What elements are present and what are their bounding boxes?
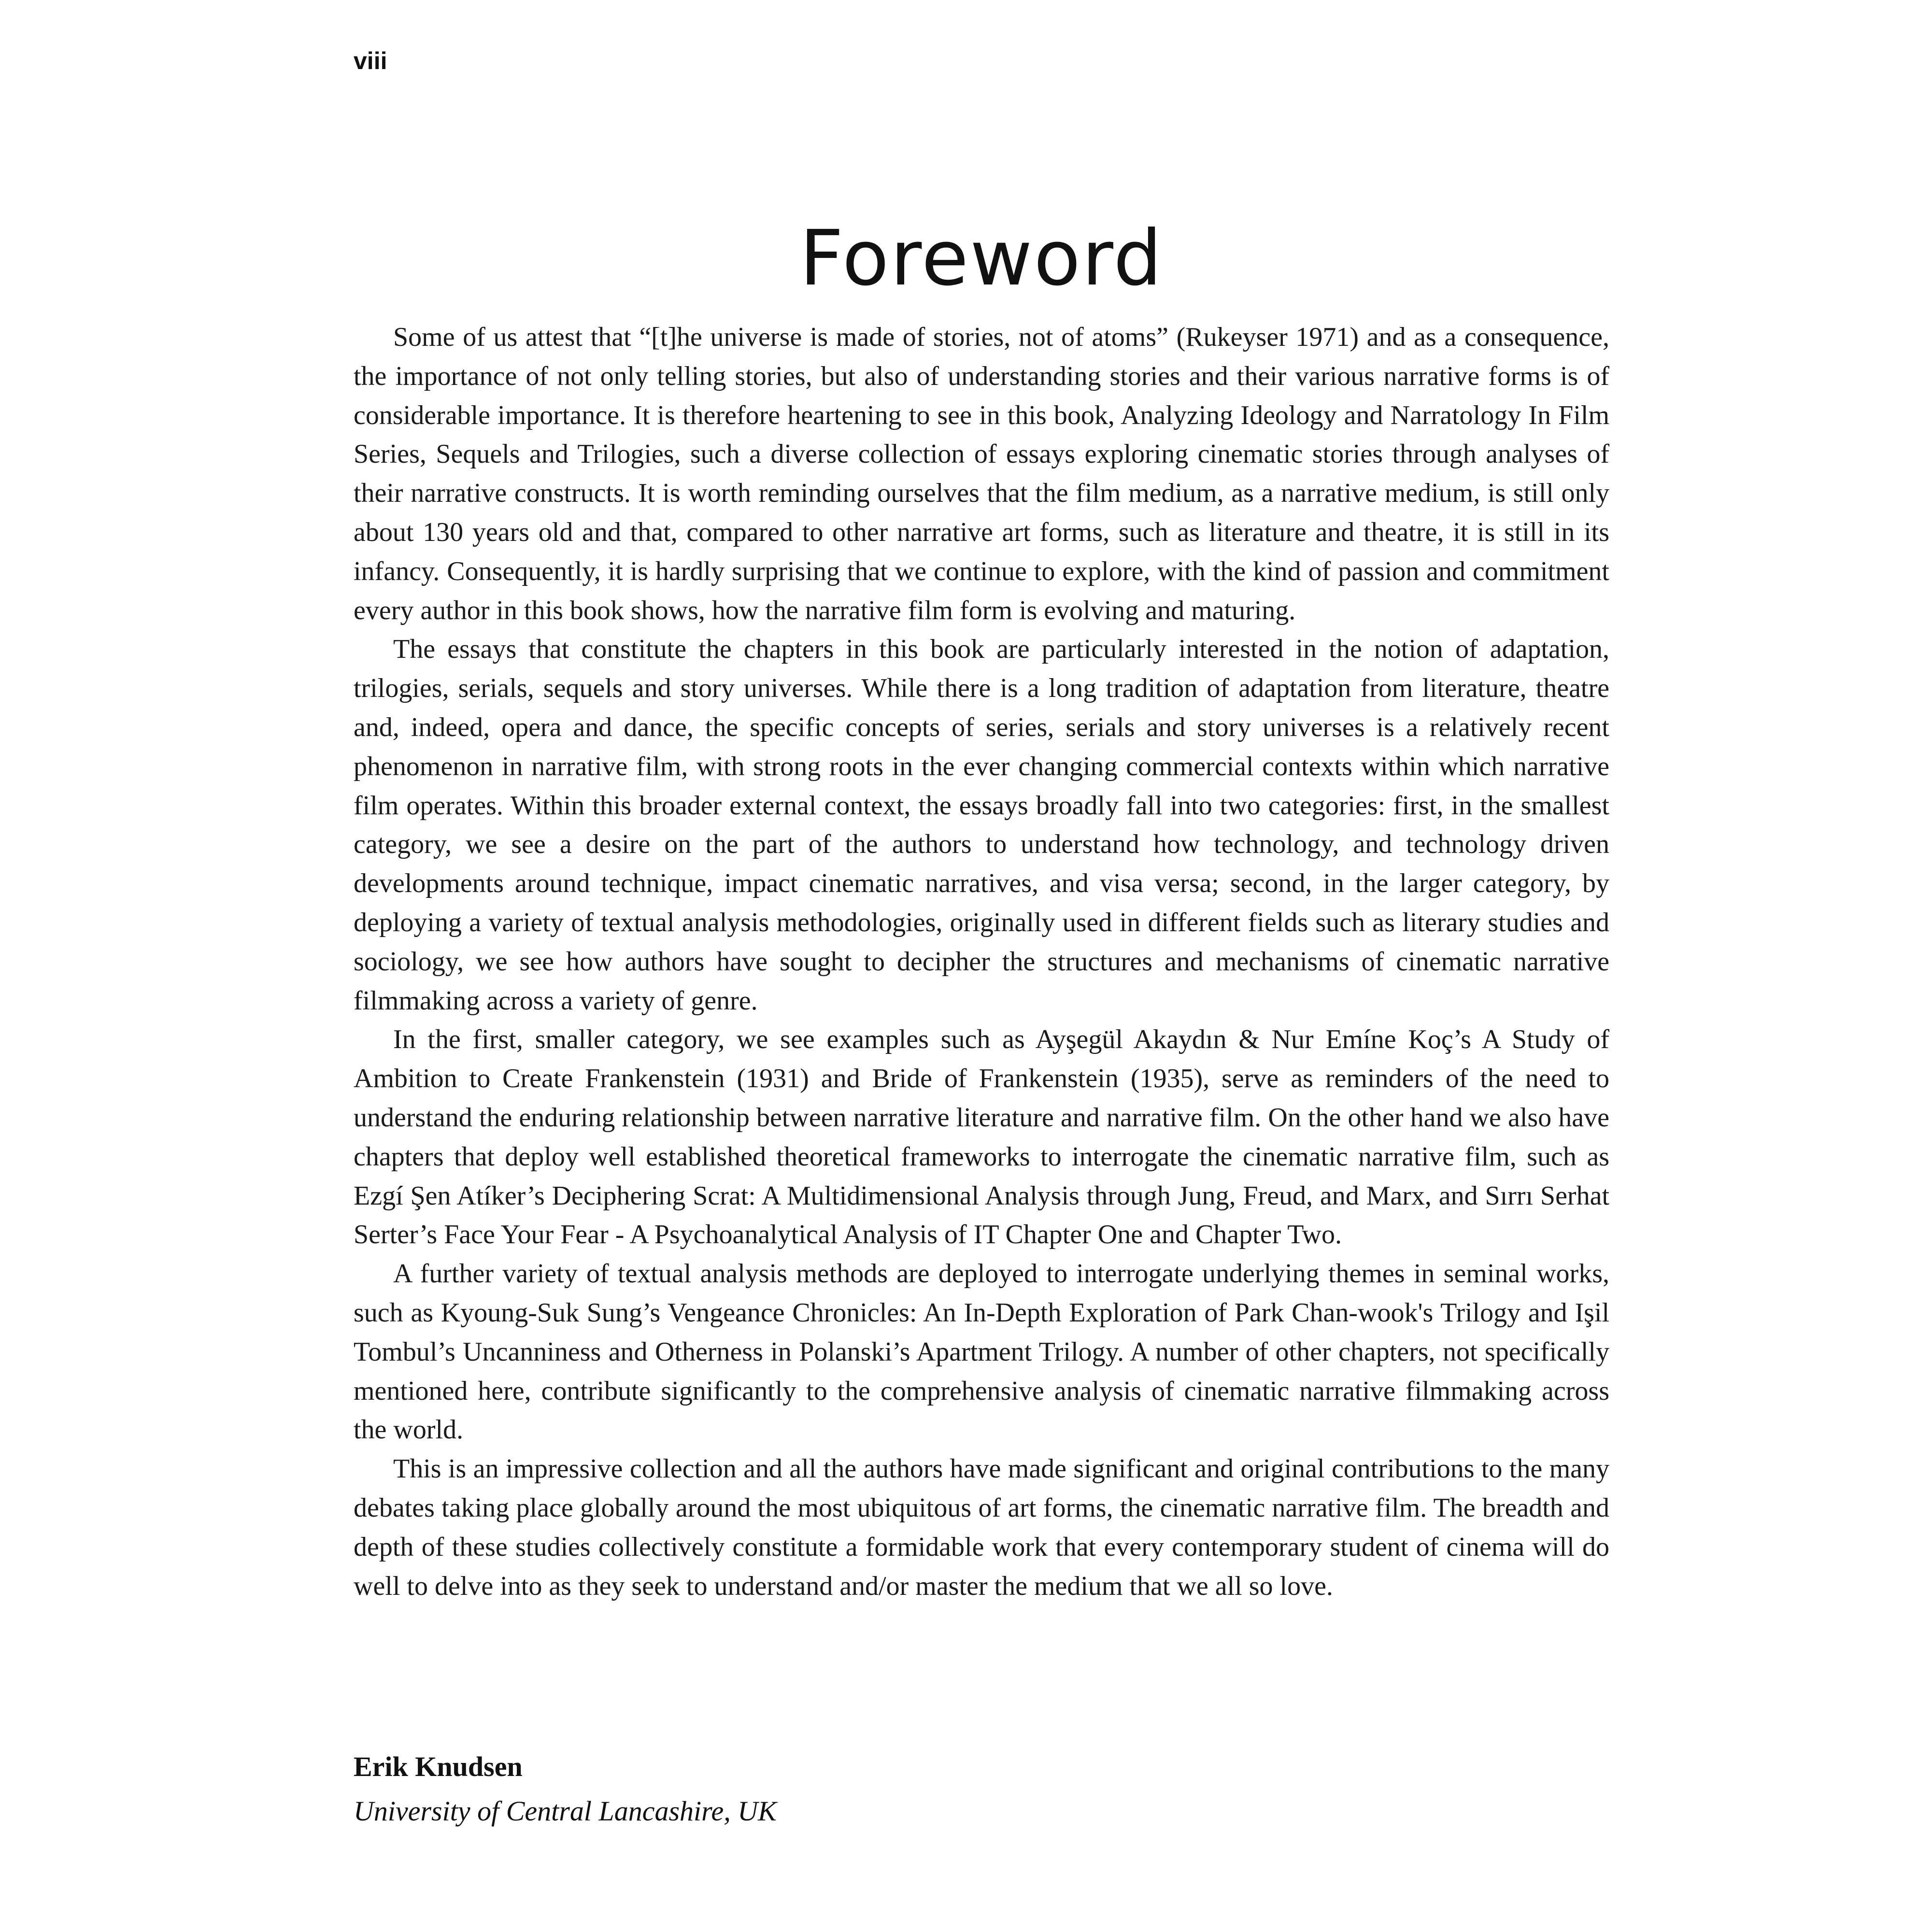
page-title: Foreword (799, 214, 1164, 303)
paragraph-4: A further variety of textual analysis methods are deployed to interrogate underlying themes in seminal works, such as Kyoung-Suk Sung’s Vengeance Chronicles: An In-Depth Exploration of Park Chan-wook's Trilogy and Işil Tombul’s Uncanniness and Otherness in Polanski’s Apartment Trilogy. A number of other chapters, not specifically mentioned here, contribute significantly to the comprehensive analysis of cinematic narrative filmmaking across the world. (354, 1259, 1609, 1445)
page-number: viii (354, 47, 387, 74)
author-affiliation: University of Central Lancashire, UK (354, 1795, 777, 1827)
paragraph-3: In the first, smaller category, we see examples such as Ayşegül Akaydın & Nur Emíne Koç’s A Study of Ambition to Create Frankenstein (1931) and Bride of Frankenstein (1935), serve as reminders of the need to understand the enduring relationship between narrative literature and narrative film. On the other hand we also have chapters that deploy well established theoretical frameworks to interrogate the cinematic narrative film, such as Ezgí Şen Atíker’s Deciphering Scrat: A Multidimensional Analysis through Jung, Freud, and Marx, and Sırrı Serhat Serter’s Face Your Fear - A Psychoanalytical Analysis of IT Chapter One and Chapter Two. (354, 1024, 1609, 1250)
signature-block (354, 1745, 1609, 1833)
paragraph-1: Some of us attest that “[t]he universe is made of stories, not of atoms” (Rukeyser 1971) and as a consequence, the importance of not only telling stories, but also of understanding stories and their various narrative forms is of considerable importance. It is therefore heartening to see in this book, Analyzing Ideology and Narratology In Film Series, Sequels and Trilogies, such a diverse collection of essays exploring cinematic stories through analyses of their narrative constructs. It is worth reminding ourselves that the film medium, as a narrative medium, is still only about 130 years old and that, compared to other narrative art forms, such as literature and theatre, it is still in its infancy. Consequently, it is hardly surprising that we continue to explore, with the kind of passion and commitment every author in this book shows, how the narrative film form is evolving and maturing. (354, 322, 1609, 625)
foreword-body (354, 318, 1609, 1605)
paragraph-2: The essays that constitute the chapters in this book are particularly interested in the notion of adaptation, trilogies, serials, sequels and story universes. While there is a long tradition of adaptation from literature, theatre and, indeed, opera and dance, the specific concepts of series, serials and story universes is a relatively recent phenomenon in narrative film, with strong roots in the ever changing commercial contexts within which narrative film operates. Within this broader external context, the essays broadly fall into two categories: first, in the smallest category, we see a desire on the part of the authors to understand how technology, and technology driven developments around technique, impact cinematic narratives, and visa versa; second, in the larger category, by deploying a variety of textual analysis methodologies, originally used in different fields such as literary studies and sociology, we see how authors have sought to decipher the structures and mechanisms of cinematic narrative filmmaking across a variety of genre. (354, 634, 1609, 1016)
paragraph-5: This is an impressive collection and all the authors have made significant and original contributions to the many debates taking place globally around the most ubiquitous of art forms, the cinematic narrative film. The breadth and depth of these studies collectively constitute a formidable work that every contemporary student of cinema will do well to delve into as they seek to understand and/or master the medium that we all so love. (354, 1454, 1609, 1601)
author-name: Erik Knudsen (354, 1751, 523, 1782)
